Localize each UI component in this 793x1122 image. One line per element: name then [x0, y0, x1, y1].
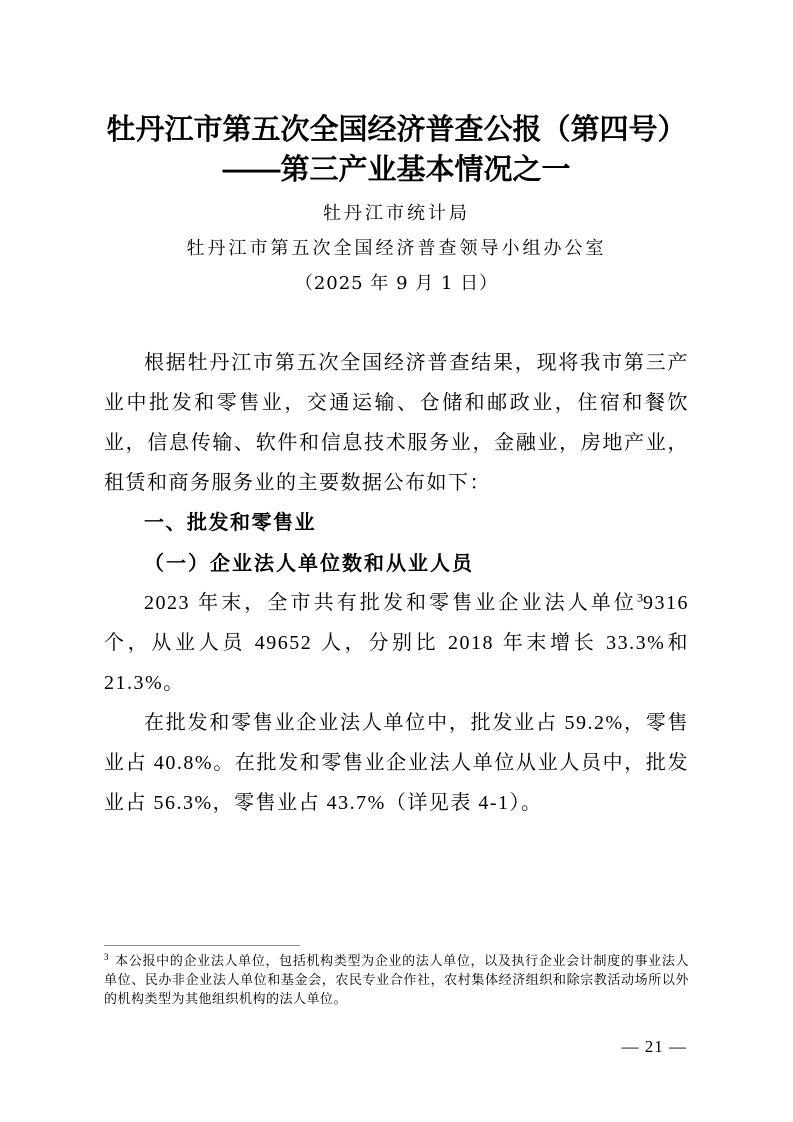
footnote-body-text: 本公报中的企业法人单位，包括机构类型为企业的法人单位，以及执行企业会计制度的事业法人单位、民办非企业法人单位和基金会，农民专业合作社，农村集体经济组织和除宗教活动场所以外的机构类型为其他组织机构的法人单位。	[104, 953, 689, 1006]
document-title-line2: ——第三产业基本情况之一	[222, 154, 571, 186]
document-title-line1: 牡丹江市第五次全国经济普查公报（第四号）	[106, 114, 687, 146]
footnote-reference-3: 3	[637, 590, 643, 605]
paragraph-share-percentages: 在批发和零售业企业法人单位中，批发业占 59.2%，零售业占 40.8%。在批发和零售业企业法人单位从业人员中，批发业占 56.3%，零售业占 43.7%（详见表 4-1）。	[104, 712, 689, 814]
publisher-block	[104, 196, 689, 301]
intro-paragraph: 根据牡丹江市第五次全国经济普查结果，现将我市第三产业中批发和零售业，交通运输、仓储和邮政业，住宿和餐饮业，信息传输、软件和信息技术服务业，金融业，房地产业，租赁和商务服务业的主要数据公布如下：	[104, 352, 689, 494]
paragraph-unit-counts	[104, 583, 689, 703]
section-heading-wholesale-retail: 一、批发和零售业	[144, 512, 316, 534]
publisher-line-statistics-bureau: 牡丹江市统计局	[323, 203, 470, 224]
footnote-section	[104, 945, 689, 1008]
paragraph-unit-counts-text-after: 9316 个，从业人员 49652 人，分别比 2018 年末增长 33.3%和 21.3%。	[104, 592, 689, 694]
subsection-heading-legal-entities: （一）企业法人单位数和从业人员	[144, 551, 474, 575]
publication-date: （2025 年 9 月 1 日）	[294, 273, 499, 294]
footnote-text	[104, 951, 689, 1008]
page-number: — 21 —	[621, 1037, 687, 1056]
document-title	[104, 0, 689, 190]
publisher-line-census-office: 牡丹江市第五次全国经济普查领导小组办公室	[186, 238, 607, 259]
footnote-marker-3: 3	[104, 951, 109, 962]
footnote-divider-rule	[104, 945, 300, 946]
document-body	[104, 343, 689, 823]
paragraph-unit-counts-text-before: 2023 年末，全市共有批发和零售业企业法人单位	[144, 592, 637, 614]
